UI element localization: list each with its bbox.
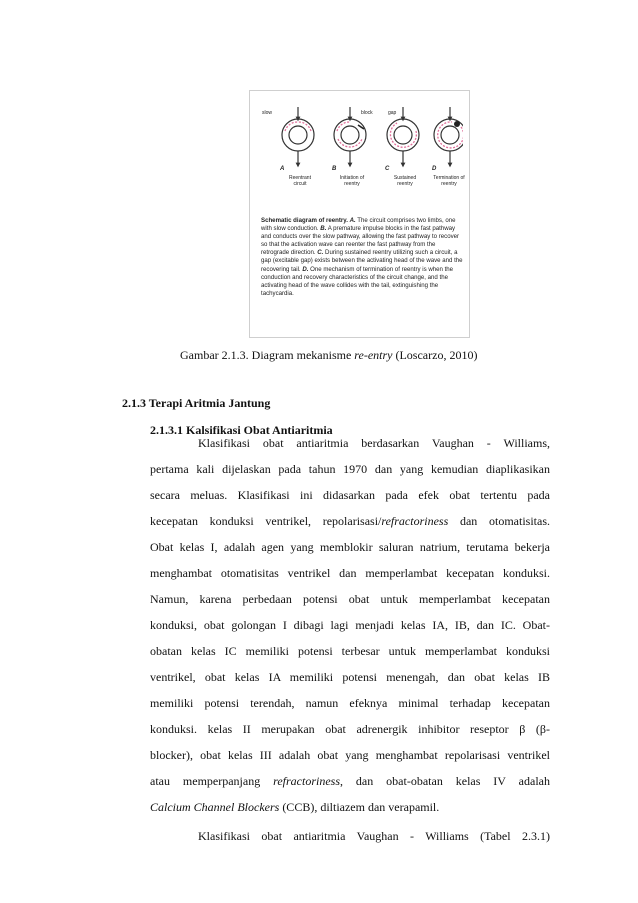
panel-title-b: Initiation of reentry [339, 175, 365, 187]
label-block: block [361, 110, 373, 116]
panel-letter-a: A [280, 166, 285, 172]
subsection-heading: 2.1.3.1 Kalsifikasi Obat Antiaritmia [150, 423, 333, 437]
paragraph-line: obatan kelas IC memiliki potensi terbesar untuk memperlambat konduksi [150, 644, 550, 658]
panel-letter-d: D [432, 166, 437, 172]
paragraph-line: konduksi. kelas II merupakan obat adrenergik inhibitor reseptor β (β- [150, 722, 550, 736]
paragraph-line: blocker), obat kelas III adalah obat yang menghambat repolarisasi ventrikel [150, 748, 550, 762]
circuit-a [282, 107, 314, 165]
paragraph-line: konduksi, obat golongan I dibagi lagi menjadi kelas IA, IB, dan IC. Obat- [150, 618, 550, 632]
panel-title-d: Termination of reentry [433, 175, 465, 187]
circuit-d [434, 107, 463, 165]
figure-inner-caption: Schematic diagram of reentry. A. The circuit comprises two limbs, one with slow conduction. B. A premature impulse blocks in the fast pathway and conducts over the slow pathway, allowing the fast pathway to recover so that the activation wave can reenter the fast pathway from the retrograde direction. C. During sustained reentry utilizing such a circuit, a gap (excitable gap) exists between the activating head of the wave and the recovering tail. D. One mechanism of termination of reentry is when the conduction and recovery characteristics of the circuit change, and the activating head of the wave collides with the tail, extinguishing the tachycardia. [261, 217, 463, 297]
paragraph-line: menghambat otomatisitas ventrikel dan memperlambat kecepatan konduksi. [150, 566, 550, 580]
panel-letter-c: C [385, 166, 390, 172]
paragraph-line: Obat kelas I, adalah agen yang memblokir saluran natrium, terutama bekerja [150, 540, 550, 554]
paragraph-line: Namun, karena perbedaan potensi obat untuk memperlambat kecepatan [150, 592, 550, 606]
section-heading: 2.1.3 Terapi Aritmia Jantung [122, 396, 271, 410]
reentry-diagram [258, 105, 463, 197]
paragraph-line: secara meluas. Klasifikasi ini didasarkan pada efek obat tertentu pada [150, 488, 550, 502]
paragraph-line: Klasifikasi obat antiaritmia berdasarkan Vaughan - Williams, [198, 436, 550, 450]
paragraph-line: memiliki potensi terendah, namun efeknya minimal terhadap kecepatan [150, 696, 550, 710]
paragraph-line: atau memperpanjang refractoriness, dan obat-obatan kelas IV adalah [150, 774, 550, 788]
paragraph-line: ventrikel, obat kelas IA memiliki potensi menengah, dan obat kelas IB [150, 670, 550, 684]
paragraph-line: kecepatan konduksi ventrikel, repolarisasi/refractoriness dan otomatisitas. [150, 514, 550, 528]
label-slow: slow [262, 110, 273, 116]
paragraph-line: pertama kali dijelaskan pada tahun 1970 dan yang kemudian diaplikasikan [150, 462, 550, 476]
panel-title-a: Reentrant circuit [289, 175, 311, 187]
paragraph-line: Klasifikasi obat antiaritmia Vaughan - Williams (Tabel 2.3.1) [198, 829, 550, 843]
figure-caption: Gambar 2.1.3. Diagram mekanisme re-entry (Loscarzo, 2010) [180, 348, 478, 362]
panel-letter-b: B [332, 166, 337, 172]
figure-reentry-diagram [249, 90, 470, 338]
panel-title-c: Sustained reentry [393, 175, 417, 187]
label-gap: gap [388, 110, 397, 116]
paragraph-line: Calcium Channel Blockers (CCB), diltiazem dan verapamil. [150, 800, 440, 814]
